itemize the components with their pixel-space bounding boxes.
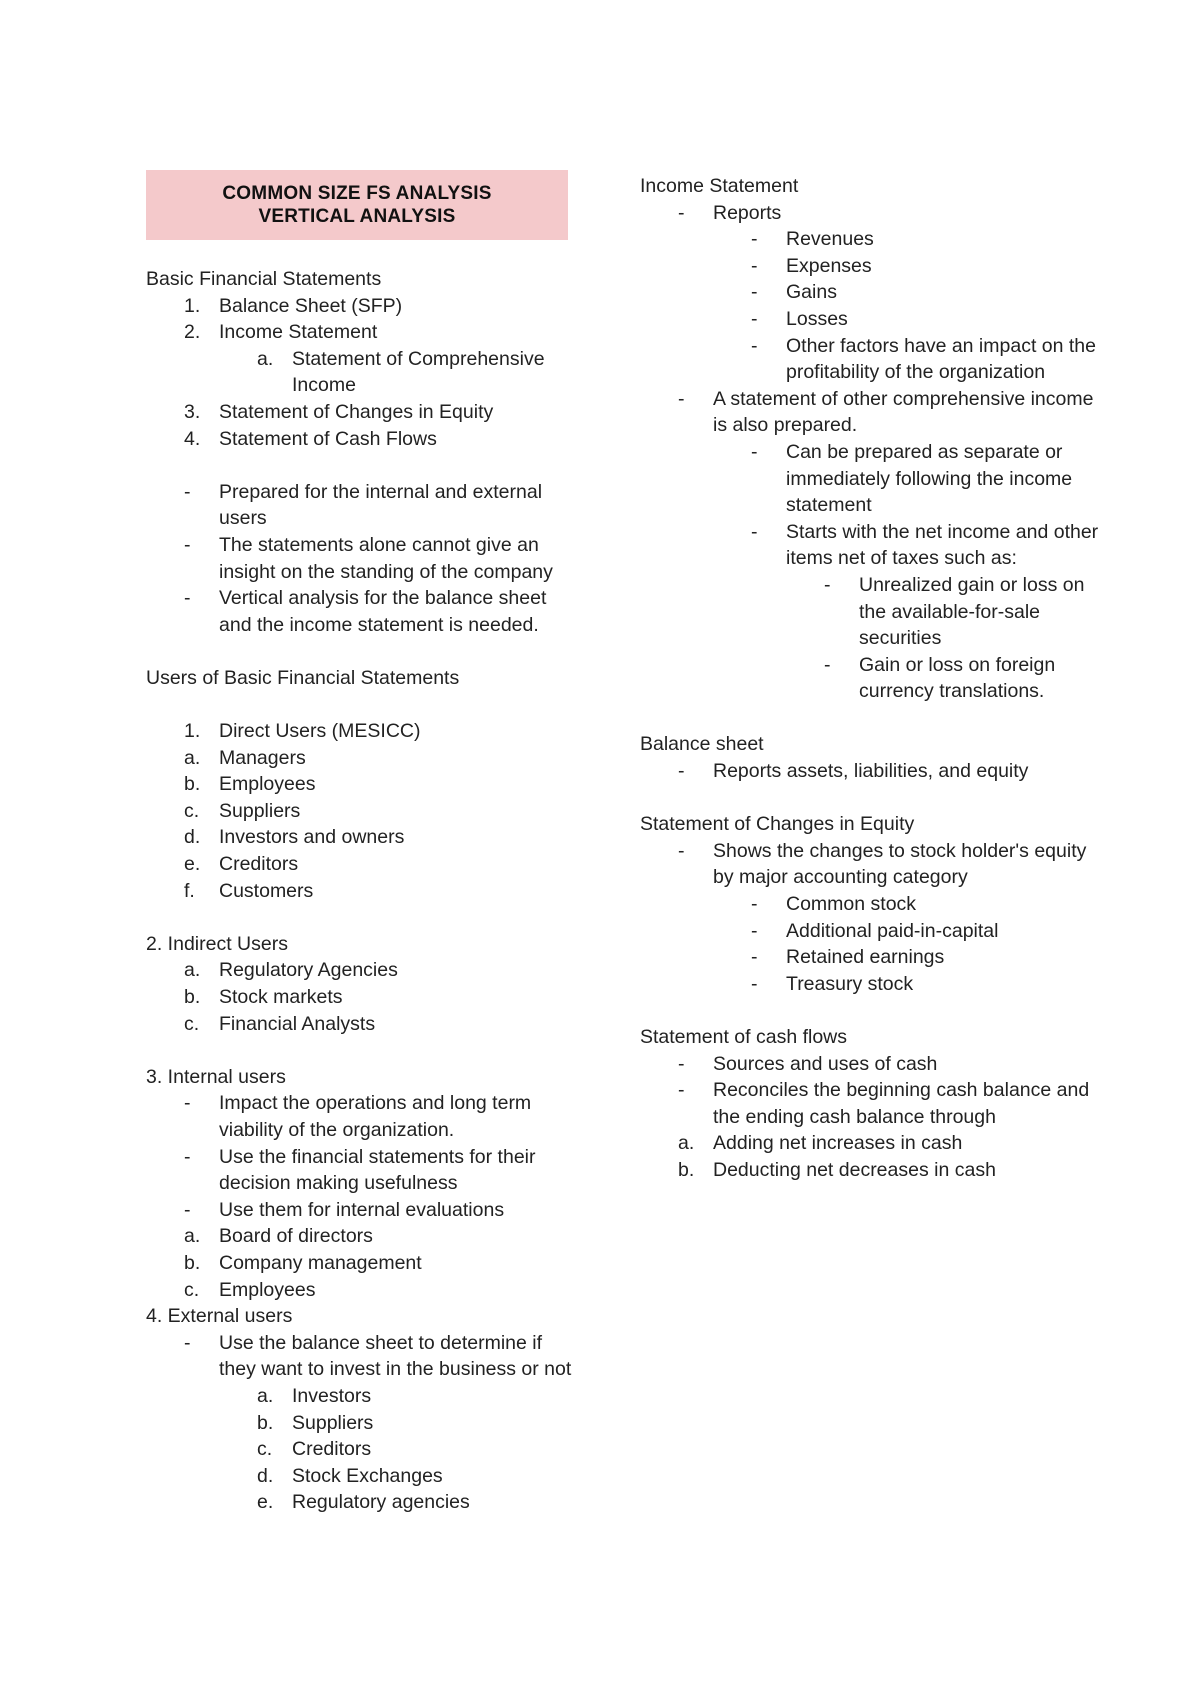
list-item-text: Statement of Changes in Equity xyxy=(219,400,494,423)
right-content xyxy=(640,173,1110,1184)
section-heading xyxy=(146,665,576,692)
list-marker: 1. xyxy=(184,720,201,743)
list-item-text: Prepared for the internal and external users xyxy=(219,480,543,530)
list-item xyxy=(146,957,576,984)
list-item xyxy=(146,1463,576,1490)
list-marker: a. xyxy=(184,1225,201,1248)
list-item-text: Additional paid-in-capital xyxy=(786,919,999,942)
list-item-text: Reports xyxy=(713,201,782,224)
list-marker: - xyxy=(751,254,758,277)
heading-text: Balance sheet xyxy=(640,733,764,756)
list-item xyxy=(146,585,576,638)
list-item xyxy=(146,771,576,798)
section-heading xyxy=(640,731,1110,758)
list-item-text: Reconciles the beginning cash balance and the ending cash balance through xyxy=(713,1079,1090,1128)
list-item xyxy=(146,399,576,426)
section-heading xyxy=(146,931,576,958)
list-item-text: Statement of Comprehensive Income xyxy=(292,347,545,397)
list-item xyxy=(640,226,1110,253)
list-item-text: Losses xyxy=(786,307,848,330)
list-item-text: Creditors xyxy=(219,853,299,876)
list-item xyxy=(146,1090,576,1143)
list-item-text: Use the balance sheet to determine if they want to invest in the business or not xyxy=(219,1331,572,1381)
list-marker: - xyxy=(678,760,685,783)
list-marker: - xyxy=(184,1092,191,1115)
list-item xyxy=(640,1077,1110,1130)
list-marker: f. xyxy=(184,879,195,902)
list-marker: - xyxy=(184,587,191,610)
list-item-text: Starts with the net income and other items net of taxes such as: xyxy=(786,520,1099,570)
list-item-text: A statement of other comprehensive income is also prepared. xyxy=(713,387,1094,437)
section-heading xyxy=(640,173,1110,200)
list-marker: a. xyxy=(184,746,201,769)
list-item xyxy=(146,1330,576,1383)
list-marker: a. xyxy=(184,959,201,982)
list-item-text: Common stock xyxy=(786,893,917,916)
list-item-text: Suppliers xyxy=(219,799,301,822)
list-item xyxy=(146,878,576,905)
list-item-text: Financial Analysts xyxy=(219,1012,376,1035)
list-item xyxy=(146,293,576,320)
list-item-text: Treasury stock xyxy=(786,972,914,995)
section-heading xyxy=(146,1303,576,1330)
list-marker: b. xyxy=(184,1251,201,1274)
list-item xyxy=(640,1130,1110,1157)
list-marker: e. xyxy=(184,853,201,876)
list-marker: - xyxy=(751,228,758,251)
list-item-text: Investors xyxy=(292,1384,372,1407)
list-item xyxy=(146,319,576,346)
list-marker: - xyxy=(751,440,758,463)
section-heading xyxy=(146,1064,576,1091)
list-item-text: The statements alone cannot give an insight on the standing of the company xyxy=(219,533,553,583)
list-marker: - xyxy=(751,893,758,916)
list-marker: - xyxy=(824,653,831,676)
list-item-text: Shows the changes to stock holder's equity by major accounting category xyxy=(713,839,1087,889)
list-marker: - xyxy=(824,573,831,596)
list-marker: - xyxy=(751,520,758,543)
list-item-text: Unrealized gain or loss on the available-for-sale securities xyxy=(859,573,1085,650)
heading-text: Users of Basic Financial Statements xyxy=(146,666,460,689)
list-item xyxy=(146,479,576,532)
blank-line xyxy=(146,638,576,665)
list-item-text: Stock Exchanges xyxy=(292,1464,443,1487)
list-item xyxy=(146,1223,576,1250)
list-marker: - xyxy=(751,281,758,304)
list-item-text: Balance Sheet (SFP) xyxy=(219,294,403,317)
list-marker: d. xyxy=(257,1464,274,1487)
list-item-text: Employees xyxy=(219,1278,316,1301)
list-item xyxy=(146,1250,576,1277)
list-item xyxy=(146,1383,576,1410)
section-heading xyxy=(146,266,576,293)
list-item xyxy=(640,652,1110,705)
list-marker: a. xyxy=(257,347,274,370)
list-item xyxy=(640,200,1110,227)
blank-line xyxy=(146,692,576,719)
list-item xyxy=(146,1277,576,1304)
heading-text: Basic Financial Statements xyxy=(146,268,382,290)
heading-text: Statement of Changes in Equity xyxy=(640,813,915,836)
list-marker: c. xyxy=(257,1438,273,1461)
list-item xyxy=(146,1410,576,1437)
list-marker: 2. xyxy=(184,321,201,344)
list-item-text: Expenses xyxy=(786,254,872,277)
title-box xyxy=(146,170,568,240)
list-item-text: Revenues xyxy=(786,228,874,251)
list-item xyxy=(146,346,576,399)
list-item xyxy=(146,718,576,745)
blank-line xyxy=(640,997,1110,1024)
list-item-text: Regulatory Agencies xyxy=(219,959,398,982)
list-marker: c. xyxy=(184,1278,200,1301)
list-item xyxy=(146,851,576,878)
blank-line xyxy=(146,452,576,479)
list-item xyxy=(640,918,1110,945)
list-item xyxy=(146,1144,576,1197)
list-item-text: Gain or loss on foreign currency translations. xyxy=(859,653,1056,703)
list-marker: - xyxy=(184,1145,191,1168)
list-item xyxy=(640,838,1110,891)
list-item-text: Can be prepared as separate or immediately following the income statement xyxy=(786,440,1073,517)
list-marker: a. xyxy=(257,1384,274,1407)
list-marker: 4. xyxy=(184,427,201,450)
blank-line xyxy=(640,785,1110,812)
list-item-text: Customers xyxy=(219,879,314,902)
heading-text: 2. Indirect Users xyxy=(146,932,288,955)
list-item xyxy=(146,798,576,825)
title-line-1: COMMON SIZE FS ANALYSIS xyxy=(222,183,492,204)
list-marker: b. xyxy=(257,1411,274,1434)
list-item-text: Gains xyxy=(786,281,837,304)
list-marker: - xyxy=(678,839,685,862)
list-item xyxy=(640,758,1110,785)
list-item xyxy=(146,1011,576,1038)
blank-line xyxy=(146,1037,576,1064)
title-line-2: VERTICAL ANALYSIS xyxy=(258,206,456,227)
list-item-text: Direct Users (MESICC) xyxy=(219,720,421,743)
list-item-text: Retained earnings xyxy=(786,946,945,969)
list-item-text: Company management xyxy=(219,1251,422,1274)
blank-line xyxy=(640,705,1110,732)
list-item-text: Suppliers xyxy=(292,1411,374,1434)
section-heading xyxy=(640,811,1110,838)
heading-text: Income Statement xyxy=(640,175,799,197)
list-marker: - xyxy=(678,1052,685,1075)
list-marker: c. xyxy=(184,1012,200,1035)
list-item xyxy=(640,519,1110,572)
list-item xyxy=(640,279,1110,306)
list-item xyxy=(640,971,1110,998)
list-marker: d. xyxy=(184,826,201,849)
list-item xyxy=(640,944,1110,971)
list-item-text: Income Statement xyxy=(219,321,378,344)
left-column xyxy=(146,170,576,1516)
list-marker: - xyxy=(751,334,758,357)
list-marker: b. xyxy=(184,773,201,796)
list-item-text: Impact the operations and long term viability of the organization. xyxy=(219,1092,532,1141)
list-marker: a. xyxy=(678,1132,695,1155)
list-marker: - xyxy=(678,201,685,224)
list-marker: - xyxy=(751,307,758,330)
list-marker: - xyxy=(751,946,758,969)
list-marker: c. xyxy=(184,799,200,822)
list-item-text: Managers xyxy=(219,746,306,769)
heading-text: 3. Internal users xyxy=(146,1065,286,1088)
list-item-text: Regulatory agencies xyxy=(292,1491,470,1514)
list-item xyxy=(640,386,1110,439)
list-marker: b. xyxy=(184,986,201,1009)
list-marker: - xyxy=(184,480,191,503)
list-marker: 1. xyxy=(184,294,201,317)
list-item xyxy=(640,333,1110,386)
list-item-text: Adding net increases in cash xyxy=(713,1132,963,1155)
right-column xyxy=(640,173,1110,1184)
list-marker: - xyxy=(751,972,758,995)
list-item-text: Stock markets xyxy=(219,986,343,1009)
list-item-text: Other factors have an impact on the profitability of the organization xyxy=(786,334,1097,384)
list-item xyxy=(640,439,1110,519)
list-item xyxy=(146,984,576,1011)
list-item xyxy=(640,572,1110,652)
list-item xyxy=(640,891,1110,918)
list-marker: - xyxy=(678,387,685,410)
list-item xyxy=(146,1489,576,1516)
list-item-text: Sources and uses of cash xyxy=(713,1052,938,1075)
left-content xyxy=(146,266,576,1516)
list-marker: - xyxy=(678,1079,685,1102)
heading-text: 4. External users xyxy=(146,1305,293,1328)
list-item xyxy=(146,1436,576,1463)
list-item-text: Employees xyxy=(219,773,316,796)
list-item-text: Vertical analysis for the balance sheet and the income statement is needed. xyxy=(219,587,547,636)
list-item xyxy=(146,1197,576,1224)
list-item-text: Investors and owners xyxy=(219,826,405,849)
list-item xyxy=(146,824,576,851)
list-item-text: Board of directors xyxy=(219,1225,373,1248)
list-item-text: Use the financial statements for their decision making usefulness xyxy=(219,1145,536,1195)
list-item-text: Statement of Cash Flows xyxy=(219,427,437,450)
list-item xyxy=(640,306,1110,333)
list-item-text: Reports assets, liabilities, and equity xyxy=(713,760,1029,783)
list-item xyxy=(146,426,576,453)
list-item xyxy=(146,745,576,772)
list-item-text: Deducting net decreases in cash xyxy=(713,1158,996,1181)
list-marker: e. xyxy=(257,1491,274,1514)
list-item-text: Creditors xyxy=(292,1438,372,1461)
heading-text: Statement of cash flows xyxy=(640,1026,848,1048)
list-item xyxy=(640,253,1110,280)
list-marker: - xyxy=(184,533,191,556)
list-item xyxy=(640,1051,1110,1078)
list-item-text: Use them for internal evaluations xyxy=(219,1198,505,1221)
section-heading xyxy=(640,1024,1110,1051)
list-marker: - xyxy=(751,919,758,942)
list-marker: 3. xyxy=(184,400,201,423)
list-item xyxy=(146,532,576,585)
blank-line xyxy=(146,904,576,931)
list-item xyxy=(640,1157,1110,1184)
list-marker: - xyxy=(184,1198,191,1221)
list-marker: - xyxy=(184,1331,191,1354)
list-marker: b. xyxy=(678,1158,695,1181)
